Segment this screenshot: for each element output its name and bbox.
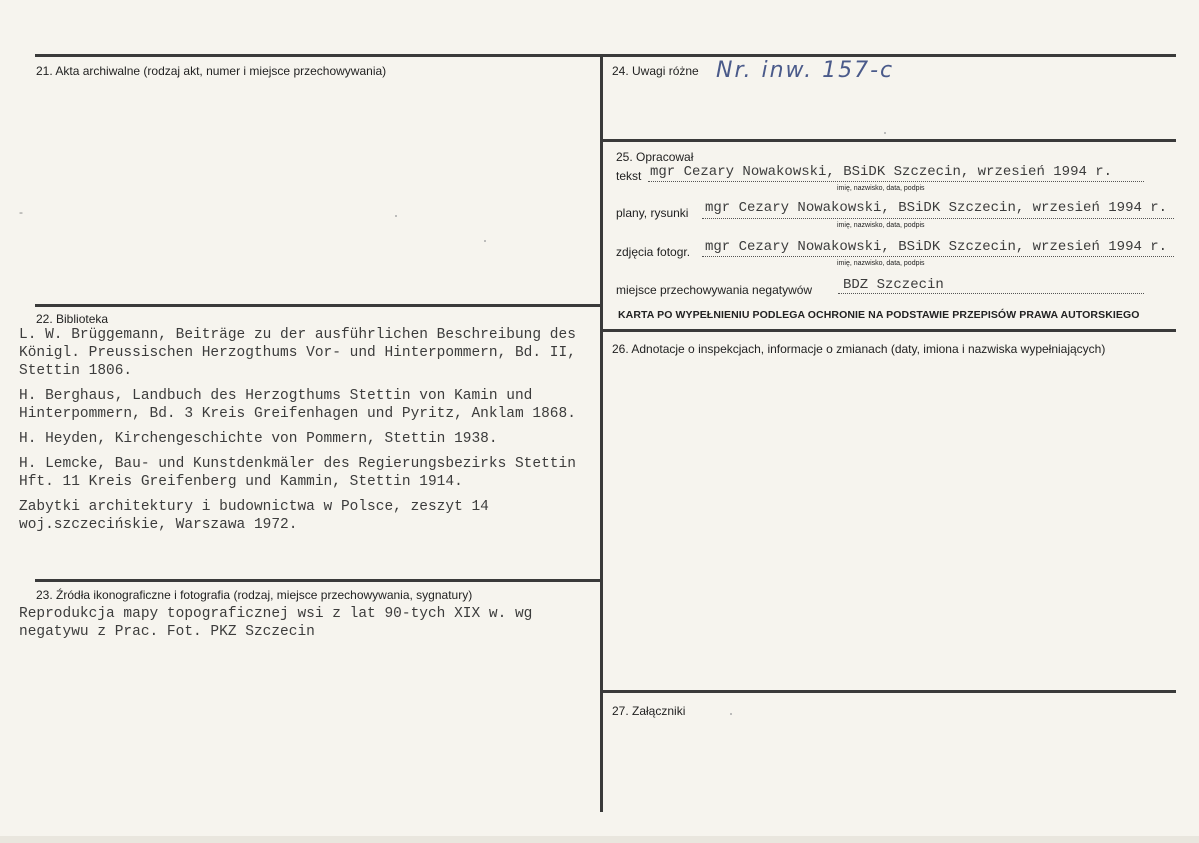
rule-22-23 xyxy=(35,579,601,582)
zdjecia-value: mgr Cezary Nowakowski, BSiDK Szczecin, wrzesień 1994 r. xyxy=(705,239,1168,255)
paper-speck xyxy=(484,240,486,242)
rule-21-22 xyxy=(35,304,601,307)
bibliography-entry: Zabytki architektury i budownictwa w Polsce, zeszyt 14 woj.szczecińskie, Warszawa 1972. xyxy=(19,499,489,533)
section-21-dash: - xyxy=(19,205,23,219)
section-27-label: 27. Załączniki xyxy=(612,704,686,718)
zdjecia-dotline xyxy=(702,256,1174,257)
paper-speck xyxy=(730,713,732,715)
zdjecia-label: zdjęcia fotogr. xyxy=(616,245,691,259)
bibliography-entry: H. Heyden, Kirchengeschichte von Pommern, Stettin 1938. xyxy=(19,431,498,447)
tekst-sublabel: imię, nazwisko, data, podpis xyxy=(837,185,925,192)
plany-label: plany, rysunki xyxy=(616,206,689,220)
inventory-number-handwritten: Nr. inw. 157-c xyxy=(716,58,895,83)
bottom-edge xyxy=(0,836,1199,843)
bibliography-entry: L. W. Brüggemann, Beiträge zu der ausführlichen Beschreibung des Königl. Preussischen Herzogthums Vor- und Hinterpommern, Bd. II, Stettin 1806. xyxy=(19,327,576,379)
section-23-label: 23. Źródła ikonograficzne i fotografia (rodzaj, miejsce przechowywania, sygnatury) xyxy=(36,588,473,602)
plany-value: mgr Cezary Nowakowski, BSiDK Szczecin, wrzesień 1994 r. xyxy=(705,200,1168,216)
rule-24-25 xyxy=(600,139,1176,142)
section-26-label: 26. Adnotacje o inspekcjach, informacje o zmianach (daty, imiona i nazwiska wypełniających) xyxy=(612,342,1106,356)
tekst-value: mgr Cezary Nowakowski, BSiDK Szczecin, wrzesień 1994 r. xyxy=(650,164,1113,180)
paper-speck xyxy=(395,215,397,217)
section-25-label: 25. Opracował xyxy=(616,150,694,164)
bibliography-entry: H. Berghaus, Landbuch des Herzogthums Stettin von Kamin und Hinterpommern, Bd. 3 Kreis Greifenhagen und Pyritz, Anklam 1868. xyxy=(19,388,576,422)
rule-26-27 xyxy=(600,690,1176,693)
iconography-text: Reprodukcja mapy topograficznej wsi z lat 90-tych XIX w. wg negatywu z Prac. Fot. PKZ Szczecin xyxy=(19,606,533,640)
tekst-dotline xyxy=(648,181,1144,182)
top-rule xyxy=(35,54,1176,57)
copyright-notice: KARTA PO WYPEŁNIENIU PODLEGA OCHRONIE NA PODSTAWIE PRZEPISÓW PRAWA AUTORSKIEGO xyxy=(618,309,1140,321)
negatives-location-label: miejsce przechowywania negatywów xyxy=(616,283,813,297)
bibliography-entry: H. Lemcke, Bau- und Kunstdenkmäler des Regierungsbezirks Stettin Hft. 11 Kreis Greifenberg und Kammin, Stettin 1914. xyxy=(19,456,576,490)
plany-sublabel: imię, nazwisko, data, podpis xyxy=(837,222,925,229)
rule-25-26 xyxy=(600,329,1176,332)
tekst-label: tekst xyxy=(616,169,642,183)
paper-speck xyxy=(884,132,886,134)
plany-dotline xyxy=(702,218,1174,219)
section-22-label: 22. Biblioteka xyxy=(36,312,109,326)
section-21-label: 21. Akta archiwalne (rodzaj akt, numer i miejsce przechowywania) xyxy=(36,64,387,78)
negatives-location-value: BDZ Szczecin xyxy=(843,277,944,293)
zdjecia-sublabel: imię, nazwisko, data, podpis xyxy=(837,260,925,267)
section-24-label: 24. Uwagi różne xyxy=(612,64,699,78)
bibliography-list xyxy=(19,326,604,541)
